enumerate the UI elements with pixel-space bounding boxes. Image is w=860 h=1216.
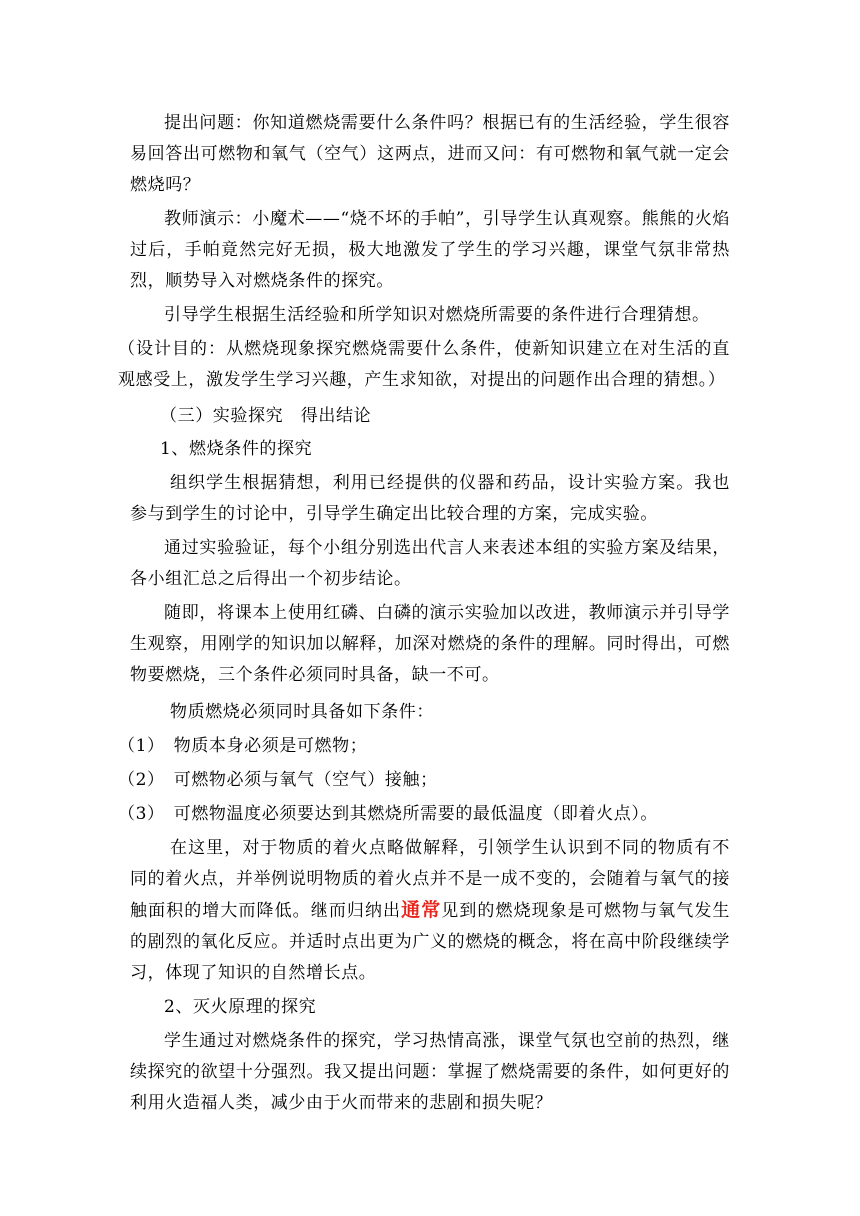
section-heading-experiment: （三）实验探究 得出结论 bbox=[160, 406, 372, 426]
paragraph-design-purpose: （设计目的：从燃烧现象探究燃烧需要什么条件，使新知识建立在对生活的直观感受上，激发学生学习兴趣，产生求知欲，对提出的问题作出合理的猜想。） bbox=[118, 339, 730, 390]
paragraph-conditions-intro: 物质燃烧必须同时具备如下条件： bbox=[170, 702, 434, 722]
subheading-combustion-conditions: 1、燃烧条件的探究 bbox=[160, 439, 313, 459]
highlight-word: 通常 bbox=[401, 899, 442, 921]
paragraph-further-question: 学生通过对燃烧条件的探究，学习热情高涨，课堂气氛也空前的热烈，继续探究的欲望十分强烈。我又提出问题：掌握了燃烧需要的条件，如何更好的利用火造福人类，减少由于火而带来的悲剧和损失呢？ bbox=[130, 1031, 730, 1113]
paragraph-ignition-point bbox=[130, 833, 730, 989]
condition-item-3: （3） 可燃物温度必须要达到其燃烧所需要的最低温度（即着火点）。 bbox=[118, 804, 659, 824]
document-body bbox=[118, 108, 730, 1119]
paragraph-raise-question: 提出问题：你知道燃烧需要什么条件吗？根据已有的生活经验，学生很容易回答出可燃物和氧气（空气）这两点，进而又问：有可燃物和氧气就一定会燃烧吗？ bbox=[130, 113, 730, 195]
paragraph-teacher-demo: 教师演示：小魔术——“烧不坏的手帕”，引导学生认真观察。熊熊的火焰过后，手帕竟然完好无损，极大地激发了学生的学习兴趣，课堂气氛非常热烈，顺势导入对燃烧条件的探究。 bbox=[130, 209, 730, 291]
paragraph-verification: 通过实验验证，每个小组分别选出代言人来表述本组的实验方案及结果，各小组汇总之后得出一个初步结论。 bbox=[130, 538, 730, 589]
paragraph-ignition-point-part-a: 在这里，对于物质的着火点略做解释，引领学生认识到不同的物质有不同的着火点，并举例说明物质的着火点并不是一成不变的，会随着与氧气的接触面积的增大而降低。继而归纳出 bbox=[130, 838, 730, 921]
subheading-extinguishing-principle: 2、灭火原理的探究 bbox=[164, 997, 317, 1017]
condition-item-2: （2） 可燃物必须与氧气（空气）接触； bbox=[118, 770, 438, 790]
paragraph-guide-guess: 引导学生根据生活经验和所学知识对燃烧所需要的条件进行合理猜想。 bbox=[164, 305, 710, 325]
condition-item-1: （1） 物质本身必须是可燃物； bbox=[118, 736, 368, 756]
paragraph-demo-improvement: 随即，将课本上使用红磷、白磷的演示实验加以改进，教师演示并引导学生观察，用刚学的知识加以解释，加深对燃烧的条件的理解。同时得出，可燃物要燃烧，三个条件必须同时具备，缺一不可。 bbox=[130, 603, 730, 685]
paragraph-organize-students: 组织学生根据猜想，利用已经提供的仪器和药品，设计实验方案。我也参与到学生的讨论中，引导学生确定出比较合理的方案，完成实验。 bbox=[130, 473, 730, 524]
paragraph-ignition-point-part-b: 见到的燃烧现象是可燃物与氧气发生的剧烈的氧化反应。并适时点出更为广义的燃烧的概念，将在高中阶段继续学习，体现了知识的自然增长点。 bbox=[130, 901, 730, 983]
